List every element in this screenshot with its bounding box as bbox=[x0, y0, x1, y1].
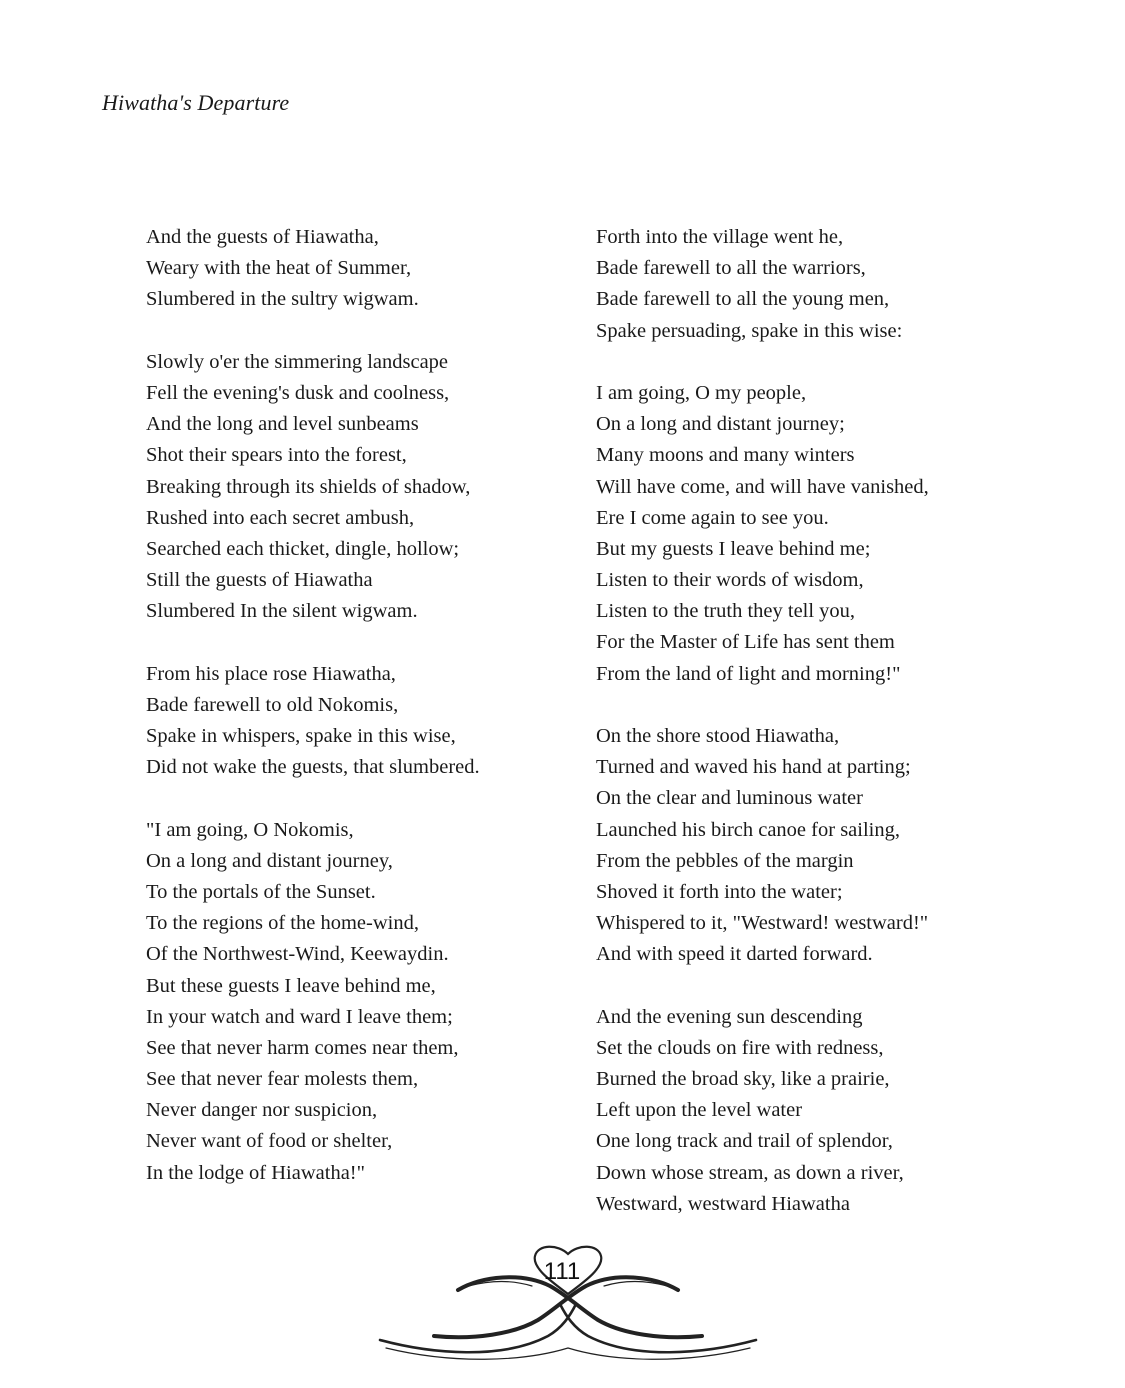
poem-line: Breaking through its shields of shadow, bbox=[146, 475, 471, 498]
poem-line: Will have come, and will have vanished, bbox=[596, 475, 929, 498]
poem-line: Never want of food or shelter, bbox=[146, 1130, 393, 1153]
poem-line: For the Master of Life has sent them bbox=[596, 631, 895, 654]
poem-line: And the guests of Hiawatha, bbox=[146, 226, 379, 248]
poem-line: Weary with the heat of Summer, bbox=[146, 257, 412, 280]
poem-line: To the portals of the Sunset. bbox=[146, 880, 376, 903]
poem-line: Spake persuading, spake in this wise: bbox=[596, 319, 903, 342]
stanza bbox=[596, 721, 1036, 971]
poem-line: Did not wake the guests, that slumbered. bbox=[146, 756, 480, 779]
stanza bbox=[596, 378, 1036, 690]
poem-line: Whispered to it, "Westward! westward!" bbox=[596, 912, 929, 935]
poem-line: Of the Northwest-Wind, Keewaydin. bbox=[146, 943, 449, 966]
poem-line: One long track and trail of splendor, bbox=[596, 1130, 893, 1153]
poem-line: See that never harm comes near them, bbox=[146, 1036, 459, 1059]
poem-line: From the land of light and morning!" bbox=[596, 662, 901, 685]
poem-line: Shoved it forth into the water; bbox=[596, 880, 843, 903]
running-title: Hiwatha's Departure bbox=[102, 90, 290, 115]
poem-column-left bbox=[146, 222, 586, 1220]
poem-line: Many moons and many winters bbox=[596, 444, 855, 467]
poem-line: And the long and level sunbeams bbox=[146, 413, 419, 436]
poem-line: Never danger nor suspicion, bbox=[146, 1099, 378, 1122]
poem-line: See that never fear molests them, bbox=[146, 1068, 419, 1091]
poem-line: Westward, westward Hiawatha bbox=[596, 1192, 850, 1215]
poem-line: Still the guests of Hiawatha bbox=[146, 569, 373, 592]
poem-line: Listen to their words of wisdom, bbox=[596, 569, 864, 592]
heart-swirl-ornament-icon bbox=[372, 1236, 764, 1366]
poem-line: And with speed it darted forward. bbox=[596, 943, 873, 966]
poem-line: On a long and distant journey; bbox=[596, 413, 845, 436]
poem-line: Turned and waved his hand at parting; bbox=[596, 756, 911, 779]
poem-line: And the evening sun descending bbox=[596, 1005, 863, 1028]
poem-line: I am going, O my people, bbox=[596, 381, 807, 404]
stanza bbox=[146, 659, 586, 784]
stanza bbox=[596, 222, 1036, 347]
poem-line: "I am going, O Nokomis, bbox=[146, 818, 354, 841]
poem-line: Bade farewell to old Nokomis, bbox=[146, 693, 399, 716]
stanza bbox=[146, 815, 586, 1189]
poem-line: On a long and distant journey, bbox=[146, 849, 393, 872]
page-number: 111 bbox=[543, 1258, 581, 1285]
stanza bbox=[596, 1002, 1036, 1220]
poem-line: Bade farewell to all the young men, bbox=[596, 288, 890, 311]
poem-line: Searched each thicket, dingle, hollow; bbox=[146, 537, 460, 560]
poem-line: Rushed into each secret ambush, bbox=[146, 506, 415, 529]
poem-line: On the clear and luminous water bbox=[596, 787, 863, 810]
poem-line: Spake in whispers, spake in this wise, bbox=[146, 725, 456, 747]
poem-line: On the shore stood Hiawatha, bbox=[596, 725, 840, 747]
poem-line: From his place rose Hiawatha, bbox=[146, 662, 396, 685]
poem-line: Slumbered In the silent wigwam. bbox=[146, 600, 418, 623]
poem-line: Slumbered in the sultry wigwam. bbox=[146, 288, 419, 311]
poem-line: Launched his birch canoe for sailing, bbox=[596, 818, 900, 841]
stanza bbox=[146, 222, 586, 316]
poem-line: Bade farewell to all the warriors, bbox=[596, 257, 866, 280]
poem-column-right bbox=[596, 222, 1036, 1251]
poem-line: Burned the broad sky, like a prairie, bbox=[596, 1068, 890, 1091]
poem-line: Shot their spears into the forest, bbox=[146, 444, 407, 467]
poem-line: But my guests I leave behind me; bbox=[596, 537, 871, 560]
poem-line: From the pebbles of the margin bbox=[596, 849, 854, 872]
poem-line: In your watch and ward I leave them; bbox=[146, 1005, 453, 1028]
poem-line: But these guests I leave behind me, bbox=[146, 974, 436, 997]
poem-line: Listen to the truth they tell you, bbox=[596, 600, 856, 623]
poem-line: Down whose stream, as down a river, bbox=[596, 1161, 904, 1184]
poem-line: Left upon the level water bbox=[596, 1099, 803, 1122]
poem-line: Ere I come again to see you. bbox=[596, 506, 829, 529]
poem-line: In the lodge of Hiawatha!" bbox=[146, 1161, 365, 1184]
poem-line: To the regions of the home-wind, bbox=[146, 912, 419, 935]
stanza bbox=[146, 347, 586, 628]
poem-line: Fell the evening's dusk and coolness, bbox=[146, 381, 450, 404]
poem-line: Set the clouds on fire with redness, bbox=[596, 1036, 884, 1059]
poem-line: Forth into the village went he, bbox=[596, 226, 844, 248]
poem-line: Slowly o'er the simmering landscape bbox=[146, 350, 449, 373]
